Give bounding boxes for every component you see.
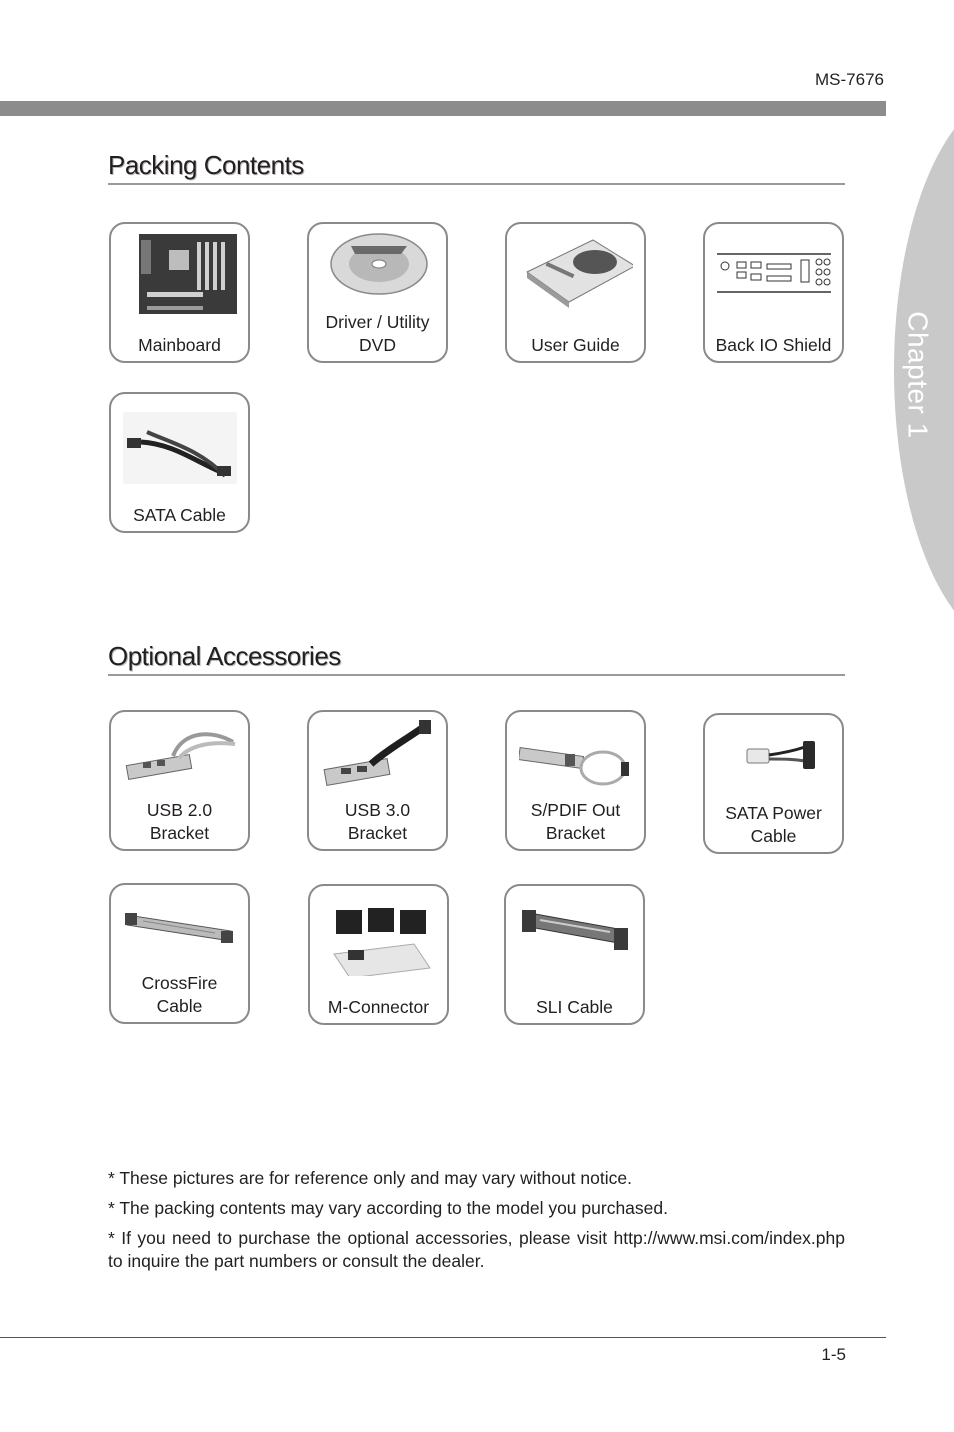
optional-item-usb2-bracket <box>109 710 250 851</box>
crossfire-cable-icon <box>123 893 237 975</box>
note-2: * The packing contents may vary according to the model you purchased. <box>108 1198 668 1218</box>
optional-item-usb3-bracket <box>307 710 448 851</box>
packing-contents-title: Packing Contents <box>108 150 845 185</box>
model-number: MS-7676 <box>815 70 884 89</box>
notes <box>108 1167 845 1280</box>
header-bar <box>0 101 886 116</box>
packing-item-dvd <box>307 222 448 363</box>
packing-item-label: User Guide <box>531 335 620 355</box>
footer-rule <box>0 1337 886 1338</box>
optional-item-label: M-Connector <box>327 997 430 1017</box>
packing-item-label: SATA Cable <box>133 505 226 525</box>
optional-item-label: USB 2.0 Bracket <box>146 800 213 843</box>
optional-item-m-connector <box>308 884 449 1025</box>
optional-item-label: CrossFire Cable <box>141 973 218 1016</box>
optional-item-sata-power-cable <box>703 713 844 854</box>
sata-cable-icon <box>123 402 237 484</box>
packing-item-user-guide <box>505 222 646 363</box>
user-guide-icon <box>519 232 633 314</box>
sli-cable-icon <box>518 894 632 976</box>
packing-item-io-shield <box>703 222 844 363</box>
note-3: * If you need to purchase the optional accessories, please visit http://www.msi.com/index.php to inquire the part numbers or consult the dealer. <box>108 1228 845 1271</box>
usb2-bracket-icon <box>123 720 237 802</box>
packing-item-label: Driver / Utility DVD <box>325 312 430 355</box>
optional-item-label: SLI Cable <box>536 997 613 1017</box>
note-1: * These pictures are for reference only and may vary without notice. <box>108 1168 632 1188</box>
optional-item-sli-cable <box>504 884 645 1025</box>
usb3-bracket-icon <box>321 720 435 802</box>
optional-item-label: USB 3.0 Bracket <box>344 800 411 843</box>
mainboard-icon <box>123 232 237 314</box>
optional-item-label: S/PDIF Out Bracket <box>530 800 621 843</box>
packing-item-label: Back IO Shield <box>715 335 832 355</box>
optional-item-spdif-bracket <box>505 710 646 851</box>
optional-item-crossfire-cable <box>109 883 250 1024</box>
spdif-bracket-icon <box>519 720 633 802</box>
packing-item-mainboard <box>109 222 250 363</box>
packing-item-label: Mainboard <box>138 335 221 355</box>
packing-item-sata-cable <box>109 392 250 533</box>
dvd-icon <box>321 232 435 314</box>
optional-accessories-title: Optional Accessories <box>108 641 845 676</box>
optional-item-label: SATA Power Cable <box>725 803 822 846</box>
m-connector-icon <box>322 894 436 976</box>
io-shield-icon <box>717 232 831 314</box>
page-number: 1-5 <box>821 1345 846 1364</box>
sata-power-cable-icon <box>717 723 831 805</box>
chapter-tab-label: Chapter 1 <box>903 311 934 439</box>
